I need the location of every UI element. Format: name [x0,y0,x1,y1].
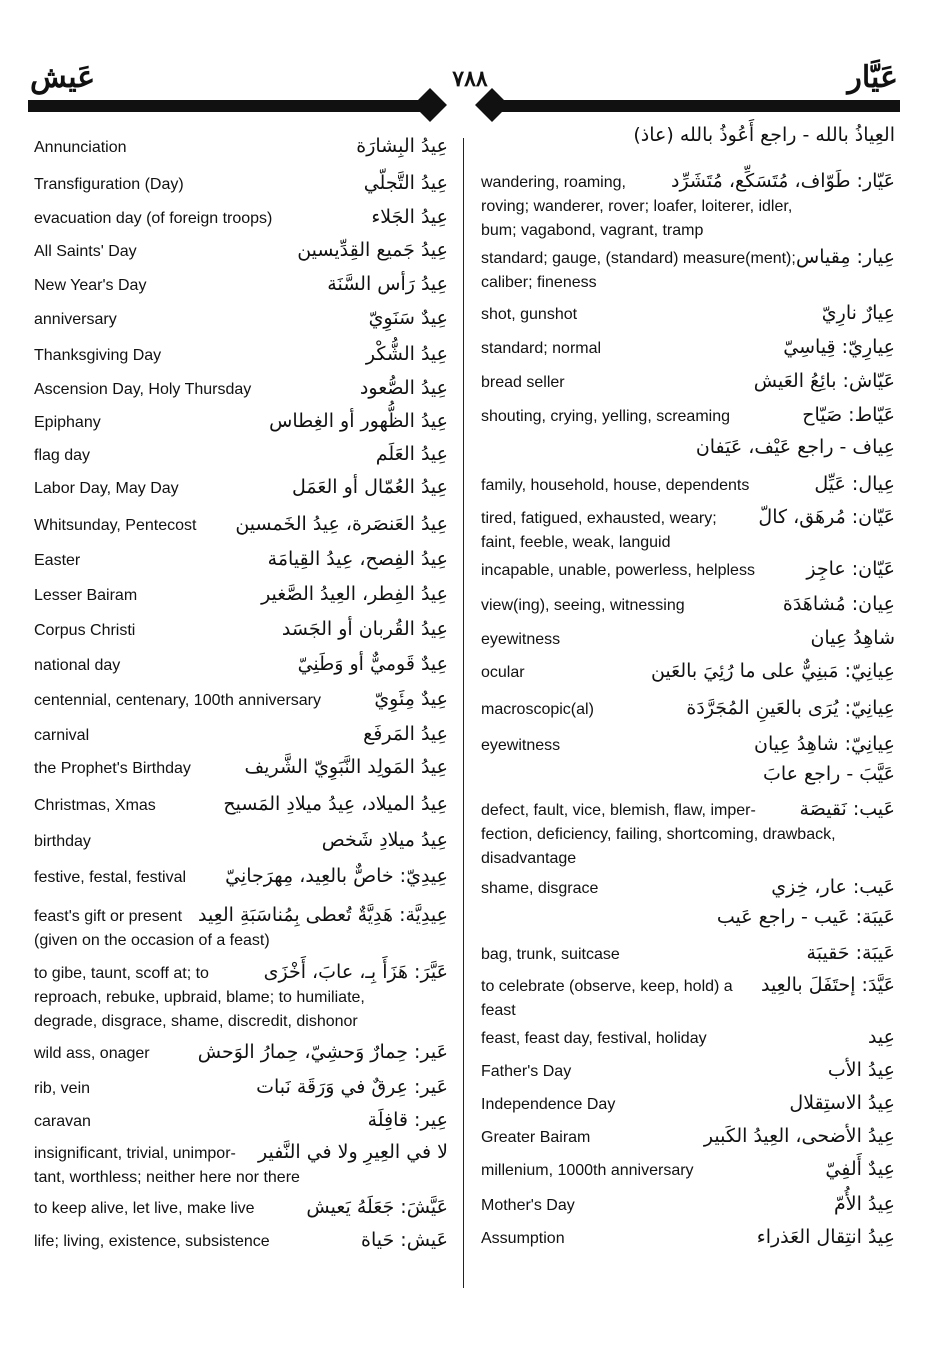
entry-english: family, household, house, dependents [481,477,750,494]
entry-english: Independence Day [481,1096,616,1113]
entry-arabic: عِيدُ الجَلاء [371,206,448,228]
entry-english: ocular [481,664,525,681]
entry-arabic: عَيبَة: حَقيبَة [806,942,895,964]
dictionary-entry [481,1026,895,1054]
entry-english: rib, vein [34,1080,91,1097]
entry-english: bag, trunk, suitcase [481,946,620,963]
entry-english-continued: roving; wanderer, rover; loafer, loiterer, idler, [481,198,793,215]
entry-arabic: عِيدُ الصُّعود [359,377,448,399]
entry-english: Assumption [481,1230,565,1247]
dictionary-entry [481,942,895,970]
entry-english-continued: fection, deficiency, failing, shortcoming, drawback, [481,826,836,843]
dictionary-entry [34,513,448,541]
dictionary-entry [34,756,448,784]
entry-english-continued: caliber; fineness [481,274,597,291]
entry-english: millenium, 1000th anniversary [481,1162,694,1179]
dictionary-entry [34,206,448,234]
entry-arabic: عَيّاط: صَيّاح [802,404,895,426]
dictionary-entry [481,627,895,655]
entry-arabic: عِيد [867,1026,895,1048]
entry-arabic: عِيدُ ميلادِ شَخص [321,829,448,851]
dictionary-entry [34,548,448,576]
entry-english: anniversary [34,311,117,328]
dictionary-entry [34,793,448,821]
entry-arabic: عِيانِيّ: يُرَى بالعَينِ المُجَرَّدَة [686,697,895,719]
entry-english: incapable, unable, powerless, helpless [481,562,755,579]
entry-english: wandering, roaming, [481,174,626,191]
entry-english: Lesser Bairam [34,587,138,604]
dictionary-entry [481,302,895,330]
entry-arabic: عِيدُ الظُّهور أو الغِطاس [269,410,448,432]
entry-english-continued: degrade, disgrace, shame, discredit, dishonor [34,1013,358,1030]
header-left-word: عَيش [30,61,96,94]
entry-arabic: عِيدُ الأب [827,1059,895,1081]
entry-arabic: عِير: قافِلَة [367,1109,448,1131]
entry-arabic: عِيدِيّ: خاصٌّ بالعِيد، مِهرَجانِيّ [225,865,448,887]
entry-arabic: عَيّان: عاجِز [806,558,895,580]
dictionary-entry [34,1141,448,1186]
entry-arabic: عِيار: مِقياس [796,246,895,268]
dictionary-entry [481,506,895,551]
dictionary-entry [481,1226,895,1254]
entry-arabic: عِيدُ الاستِقلال [789,1092,895,1114]
dictionary-entry [34,172,448,200]
entry-arabic: عِيدُ انتِقال العَذراء [756,1226,895,1248]
entry-arabic: شاهِدُ عِيان [810,627,895,649]
entry-arabic: عِيدُ الأضحى، العِيدُ الكَبير [703,1125,895,1147]
entry-english: shot, gunshot [481,306,578,323]
entry-arabic: عِيدٌ مِئَوِيّ [374,688,448,710]
page-number: ٧٨٨ [452,66,488,91]
dictionary-entry [34,1229,448,1257]
dictionary-entry [481,1158,895,1186]
dictionary-entry [34,443,448,471]
entry-arabic: عِيدُ الفِطر، العِيدُ الصَّغير [261,583,448,605]
rule-diamond-left [413,88,447,122]
entry-english: Thanksgiving Day [34,347,162,364]
entry-arabic: عِيدُ الأُمّ [834,1193,895,1215]
dictionary-entry [481,124,895,152]
column-divider [463,138,464,1288]
dictionary-entry [481,763,895,791]
entry-english: Whitsunday, Pentecost [34,517,197,534]
entry-english: insignificant, trivial, unimpor- [34,1145,236,1162]
entry-arabic: عَير: حِمارٌ وَحشِيّ، حِمارُ الوَحش [197,1041,448,1063]
dictionary-entry [481,246,895,291]
entry-arabic: عِيدٌ سَنَوِيّ [368,307,448,329]
dictionary-entry [481,697,895,725]
entry-arabic: عَيّار: طَوّاف، مُتَسَكِّع، مُتَشَرِّد [670,170,895,192]
entry-arabic: عِيدُ التَّجلّي [363,172,448,194]
entry-arabic-crossref: عَيبَة: عَيب - راجع عَيب [716,906,895,928]
entry-english: Corpus Christi [34,622,136,639]
dictionary-entry [481,660,895,688]
entry-english: Annunciation [34,139,127,156]
dictionary-entry [34,723,448,751]
dictionary-entry [481,436,895,464]
entry-arabic-crossref: العِياذُ بالله - راجع أَعُوذُ بالله (عاذ) [633,124,895,146]
dictionary-entry [481,876,895,904]
entry-arabic: عَيب: عار، خِزي [771,876,895,898]
dictionary-entry [34,865,448,893]
entry-arabic: عِيدٌ قَوميٌّ أو وَطَنِيّ [297,653,448,675]
dictionary-entry [481,974,895,1019]
dictionary-entry [481,1193,895,1221]
dictionary-entry [481,473,895,501]
dictionary-entry [34,377,448,405]
entry-arabic: عِيدِيَّة: هَدِيَّةٌ تُعطى بِمُناسَبَةِ العِيد [198,904,448,926]
entry-english: wild ass, onager [34,1045,150,1062]
entry-english: Easter [34,552,81,569]
entry-english: Labor Day, May Day [34,480,179,497]
entry-arabic: عِيدُ الشُّكْر [365,343,448,365]
dictionary-entry [34,410,448,438]
dictionary-entry [481,170,895,239]
dictionary-entry [34,273,448,301]
dictionary-entry [34,1109,448,1137]
dictionary-entry [34,1041,448,1069]
dictionary-entry [481,336,895,364]
dictionary-entry [34,1076,448,1104]
dictionary-entry [481,1125,895,1153]
dictionary-entry [481,370,895,398]
entry-english: to keep alive, let live, make live [34,1200,255,1217]
dictionary-entry [34,829,448,857]
entry-english: Christmas, Xmas [34,797,156,814]
dictionary-entry [481,1059,895,1087]
entry-english: eyewitness [481,737,561,754]
rule-diamond-right [475,88,509,122]
entry-arabic: عِيانِيّ: شاهِدُ عِيان [754,733,895,755]
entry-english-continued: disadvantage [481,850,577,867]
entry-english: evacuation day (of foreign troops) [34,210,273,227]
dictionary-entry [34,618,448,646]
dictionary-entry [34,343,448,371]
entry-english: Epiphany [34,414,101,431]
entry-english: Mother's Day [481,1197,575,1214]
entry-english: Greater Bairam [481,1129,591,1146]
entry-english: eyewitness [481,631,561,648]
entry-english: shame, disgrace [481,880,599,897]
entry-english: shouting, crying, yelling, screaming [481,408,731,425]
entry-arabic: عِيارٌ نارِيّ [821,302,895,324]
entry-english: feast's gift or present [34,908,183,925]
entry-arabic: عَيَّشَ: جَعَلَهُ يَعيش [306,1196,448,1218]
entry-english: All Saints' Day [34,243,137,260]
entry-english: carnival [34,727,90,744]
entry-english: national day [34,657,121,674]
entry-arabic: عِيدُ القُربان أو الجَسَد [281,618,448,640]
dictionary-entry [34,239,448,267]
header-right-word: عَيَّار [847,61,898,94]
entry-arabic: عِيارِيّ: قِياسِيّ [783,336,895,358]
dictionary-entry [481,733,895,761]
dictionary-entry [481,404,895,432]
entry-arabic: عَيب: نَقيصَة [799,798,895,820]
entry-english: birthday [34,833,91,850]
entry-english-continued: bum; vagabond, vagrant, tramp [481,222,704,239]
entry-arabic: عِيدُ المَرفَع [363,723,448,745]
entry-english: Father's Day [481,1063,572,1080]
entry-english-continued: faint, feeble, weak, languid [481,534,671,551]
entry-arabic: عِيدُ العُمّال أو العَمَل [291,476,448,498]
entry-arabic: عِيدٌ أَلفِيّ [825,1158,895,1180]
dictionary-entry [481,558,895,586]
entry-english-continued: reproach, rebuke, upbraid, blame; to humiliate, [34,989,365,1006]
entry-english: bread seller [481,374,565,391]
entry-english: life; living, existence, subsistence [34,1233,270,1250]
entry-english: view(ing), seeing, witnessing [481,597,685,614]
entry-english: tired, fatigued, exhausted, weary; [481,510,717,527]
entry-english: Transfiguration (Day) [34,176,184,193]
header-rule-right [490,100,900,112]
entry-english: feast, feast day, festival, holiday [481,1030,707,1047]
entry-english-continued: tant, worthless; neither here nor there [34,1169,300,1186]
entry-arabic: عَير: عِرقٌ في وَرَقَة نَبات [256,1076,448,1098]
entry-arabic: عِيدُ رَأس السَّنَة [327,273,448,295]
dictionary-entry [34,307,448,335]
dictionary-entry [481,906,895,934]
entry-english: standard; normal [481,340,602,357]
entry-english: defect, fault, vice, blemish, flaw, imper- [481,802,756,819]
entry-english: centennial, centenary, 100th anniversary [34,692,321,709]
entry-english: to celebrate (observe, keep, hold) a [481,978,733,995]
header-rule-left [28,100,430,112]
dictionary-entry [481,1092,895,1120]
dictionary-entry [481,593,895,621]
entry-arabic: عِيدُ العَنصَرة، عِيدُ الخَمسين [235,513,448,535]
entry-arabic: عَيش: حَياة [361,1229,448,1251]
entry-english: standard; gauge, (standard) measure(ment); [481,250,796,267]
dictionary-entry [34,904,448,949]
entry-english: Ascension Day, Holy Thursday [34,381,252,398]
entry-english-continued: feast [481,1002,516,1019]
entry-english: the Prophet's Birthday [34,760,191,777]
dictionary-entry [34,476,448,504]
entry-arabic: عِيانِيّ: مَبنِيٌّ على ما رُئِيَ بالعَين [650,660,895,682]
entry-english: to gibe, taunt, scoff at; to [34,965,209,982]
entry-english-continued: (given on the occasion of a feast) [34,932,270,949]
entry-arabic-crossref: عِياف - راجع عَيْف، عَيَفان [695,436,895,458]
entry-arabic: عِيدُ العَلَم [375,443,448,465]
entry-english: caravan [34,1113,91,1130]
entry-arabic: عِيدُ البِشارَة [356,135,448,157]
dictionary-entry [34,135,448,163]
entry-arabic: عِيدُ جَميع القِدِّيسين [297,239,448,261]
dictionary-entry [34,1196,448,1224]
entry-arabic: عِيال: عَيِّل [814,473,895,495]
dictionary-entry [34,688,448,716]
entry-english: festive, festal, festival [34,869,187,886]
entry-arabic: عَيّان: مُرهَق، كالّ [758,506,895,528]
entry-arabic: عِيان: مُشاهَدَة [782,593,895,615]
entry-arabic: عَيَّدَ: إحتَفَلَ بالعِيد [760,974,895,996]
entry-arabic: عَيَّرَ: هَزَأَ بِـ، عابَ، أَخْزَى [263,961,448,983]
entry-english: macroscopic(al) [481,701,594,718]
entry-arabic: عَيّاش: بائِعُ العَيش [753,370,895,392]
entry-arabic: لا في العِيرِ ولا في النَّفير [258,1141,448,1163]
dictionary-entry [34,583,448,611]
entry-english: New Year's Day [34,277,147,294]
dictionary-entry [34,653,448,681]
entry-arabic: عِيدُ المَولِد النَّبَوِيّ الشَّريف [244,756,448,778]
entry-english: flag day [34,447,91,464]
entry-arabic: عِيدُ الفِصح، عِيدُ القِيامَة [267,548,448,570]
entry-arabic-crossref: عَيَّبَ - راجع عابَ [762,763,895,785]
dictionary-entry [34,961,448,1030]
dictionary-entry [481,798,895,867]
entry-arabic: عِيدُ الميلاد، عِيدُ ميلادِ المَسيح [223,793,448,815]
